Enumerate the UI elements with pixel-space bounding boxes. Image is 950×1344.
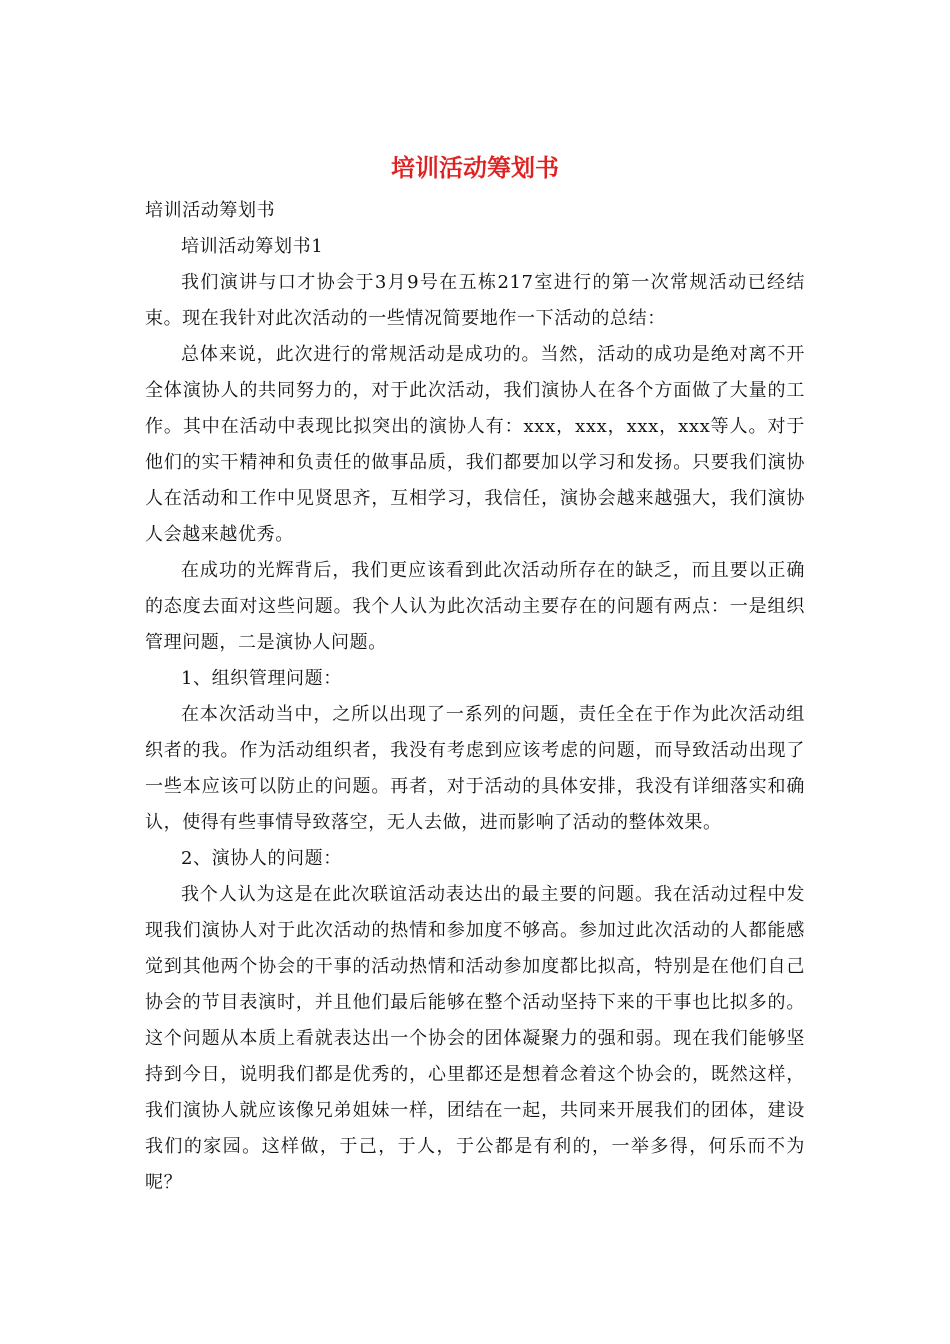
paragraph-problems: 在成功的光辉背后，我们更应该看到此次活动所存在的缺乏，而且要以正确的态度去面对这些问题。我个人认为此次活动主要存在的问题有两点：一是组织管理问题，二是演协人问题。 (145, 560, 805, 653)
section-heading: 培训活动筹划书1 (181, 236, 324, 257)
subheading-members: 2、演协人的问题： (181, 848, 342, 869)
subheading-organization: 1、组织管理问题： (181, 668, 342, 689)
document-title: 培训活动筹划书 (391, 153, 559, 182)
paragraph-members: 我个人认为这是在此次联谊活动表达出的最主要的问题。我在活动过程中发现我们演协人对于此次活动的热情和参加度不够高。参加过此次活动的人都能感觉到其他两个协会的干事的活动热情和活动参加度都比拟高，特别是在他们自己协会的节目表演时，并且他们最后能够在整个活动坚持下来的干事也比拟多的。这个问题从本质上看就表达出一个协会的团体凝聚力的强和弱。现在我们能够坚持到今日，说明我们都是优秀的，心里都还是想着念着这个协会的，既然这样，我们演协人就应该像兄弟姐妹一样，团结在一起，共同来开展我们的团体，建设我们的家园。这样做，于己，于人，于公都是有利的，一举多得，何乐而不为呢？ (145, 884, 805, 1193)
body-heading: 培训活动筹划书 (145, 200, 276, 221)
paragraph-summary: 总体来说，此次进行的常规活动是成功的。当然，活动的成功是绝对离不开全体演协人的共同努力的，对于此次活动，我们演协人在各个方面做了大量的工作。其中在活动中表现比拟突出的演协人有：xxx，xxx，xxx，xxx等人。对于他们的实干精神和负责任的做事品质，我们都要加以学习和发扬。只要我们演协人在活动和工作中见贤思齐，互相学习，我信任，演协会越来越强大，我们演协人会越来越优秀。 (145, 344, 805, 545)
paragraph-organization: 在本次活动当中，之所以出现了一系列的问题，责任全在于作为此次活动组织者的我。作为活动组织者，我没有考虑到应该考虑的问题，而导致活动出现了一些本应该可以防止的问题。再者，对于活动的具体安排，我没有详细落实和确认，使得有些事情导致落空，无人去做，进而影响了活动的整体效果。 (145, 704, 805, 833)
paragraph-intro: 我们演讲与口才协会于3月9号在五栋217室进行的第一次常规活动已经结束。现在我针对此次活动的一些情况简要地作一下活动的总结： (145, 272, 805, 329)
document-body (145, 193, 805, 1201)
